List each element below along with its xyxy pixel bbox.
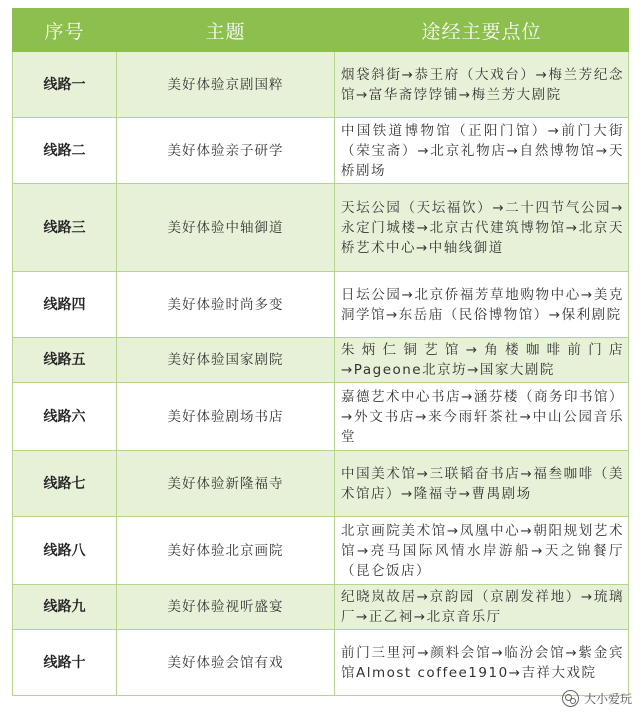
route-points: 中国美术馆→三联韬奋书店→福叁咖啡（美术馆店）→隆福寺→曹禺剧场 bbox=[335, 451, 629, 517]
route-number: 线路五 bbox=[13, 338, 117, 383]
table-row bbox=[13, 630, 629, 696]
table-row bbox=[13, 585, 629, 630]
route-theme: 美好体验京剧国粹 bbox=[117, 52, 335, 118]
route-theme: 美好体验亲子研学 bbox=[117, 118, 335, 184]
route-points: 日坛公园→北京侨福芳草地购物中心→美克洞学馆→东岳庙（民俗博物馆）→保利剧院 bbox=[335, 272, 629, 338]
header-route: 途经主要点位 bbox=[335, 9, 629, 52]
table-row bbox=[13, 118, 629, 184]
table-row bbox=[13, 338, 629, 383]
table-row bbox=[13, 52, 629, 118]
route-theme: 美好体验北京画院 bbox=[117, 517, 335, 585]
route-points: 北京画院美术馆→凤凰中心→朝阳规划艺术馆→亮马国际风情水岸游船→天之锦餐厅（昆仑饭店） bbox=[335, 517, 629, 585]
route-number: 线路六 bbox=[13, 383, 117, 451]
route-points: 中国铁道博物馆（正阳门馆）→前门大街（荣宝斋）→北京礼物店→自然博物馆→天桥剧场 bbox=[335, 118, 629, 184]
route-points: 纪晓岚故居→京韵园（京剧发祥地）→琉璃厂→正乙祠→北京音乐厅 bbox=[335, 585, 629, 630]
header-index: 序号 bbox=[13, 9, 117, 52]
table-row bbox=[13, 383, 629, 451]
route-theme: 美好体验中轴御道 bbox=[117, 184, 335, 272]
watermark bbox=[562, 690, 632, 707]
table-row bbox=[13, 184, 629, 272]
table-row bbox=[13, 517, 629, 585]
route-points: 前门三里河→颜料会馆→临汾会馆→紫金宾馆Almost coffee1910→吉祥大戏院 bbox=[335, 630, 629, 696]
header-theme: 主题 bbox=[117, 9, 335, 52]
wechat-icon bbox=[562, 690, 579, 707]
route-number: 线路九 bbox=[13, 585, 117, 630]
route-points: 嘉德艺术中心书店→涵芬楼（商务印书馆）→外文书店→来今雨轩茶社→中山公园音乐堂 bbox=[335, 383, 629, 451]
table-header-row bbox=[13, 9, 629, 52]
route-number: 线路三 bbox=[13, 184, 117, 272]
route-number: 线路一 bbox=[13, 52, 117, 118]
table-row bbox=[13, 272, 629, 338]
route-points: 朱炳仁铜艺馆→角楼咖啡前门店→Pageone北京坊→国家大剧院 bbox=[335, 338, 629, 383]
route-theme: 美好体验剧场书店 bbox=[117, 383, 335, 451]
route-theme: 美好体验新隆福寺 bbox=[117, 451, 335, 517]
watermark-text: 大小爱玩 bbox=[583, 692, 632, 706]
route-theme: 美好体验国家剧院 bbox=[117, 338, 335, 383]
route-theme: 美好体验会馆有戏 bbox=[117, 630, 335, 696]
route-theme: 美好体验视听盛宴 bbox=[117, 585, 335, 630]
route-number: 线路七 bbox=[13, 451, 117, 517]
routes-table bbox=[12, 8, 629, 696]
route-number: 线路四 bbox=[13, 272, 117, 338]
route-number: 线路二 bbox=[13, 118, 117, 184]
route-points: 天坛公园（天坛福饮）→二十四节气公园→永定门城楼→北京古代建筑博物馆→北京天桥艺术中心→中轴线御道 bbox=[335, 184, 629, 272]
route-number: 线路十 bbox=[13, 630, 117, 696]
route-number: 线路八 bbox=[13, 517, 117, 585]
route-points: 烟袋斜街→恭王府（大戏台）→梅兰芳纪念馆→富华斋饽饽铺→梅兰芳大剧院 bbox=[335, 52, 629, 118]
table-row bbox=[13, 451, 629, 517]
route-theme: 美好体验时尚多变 bbox=[117, 272, 335, 338]
